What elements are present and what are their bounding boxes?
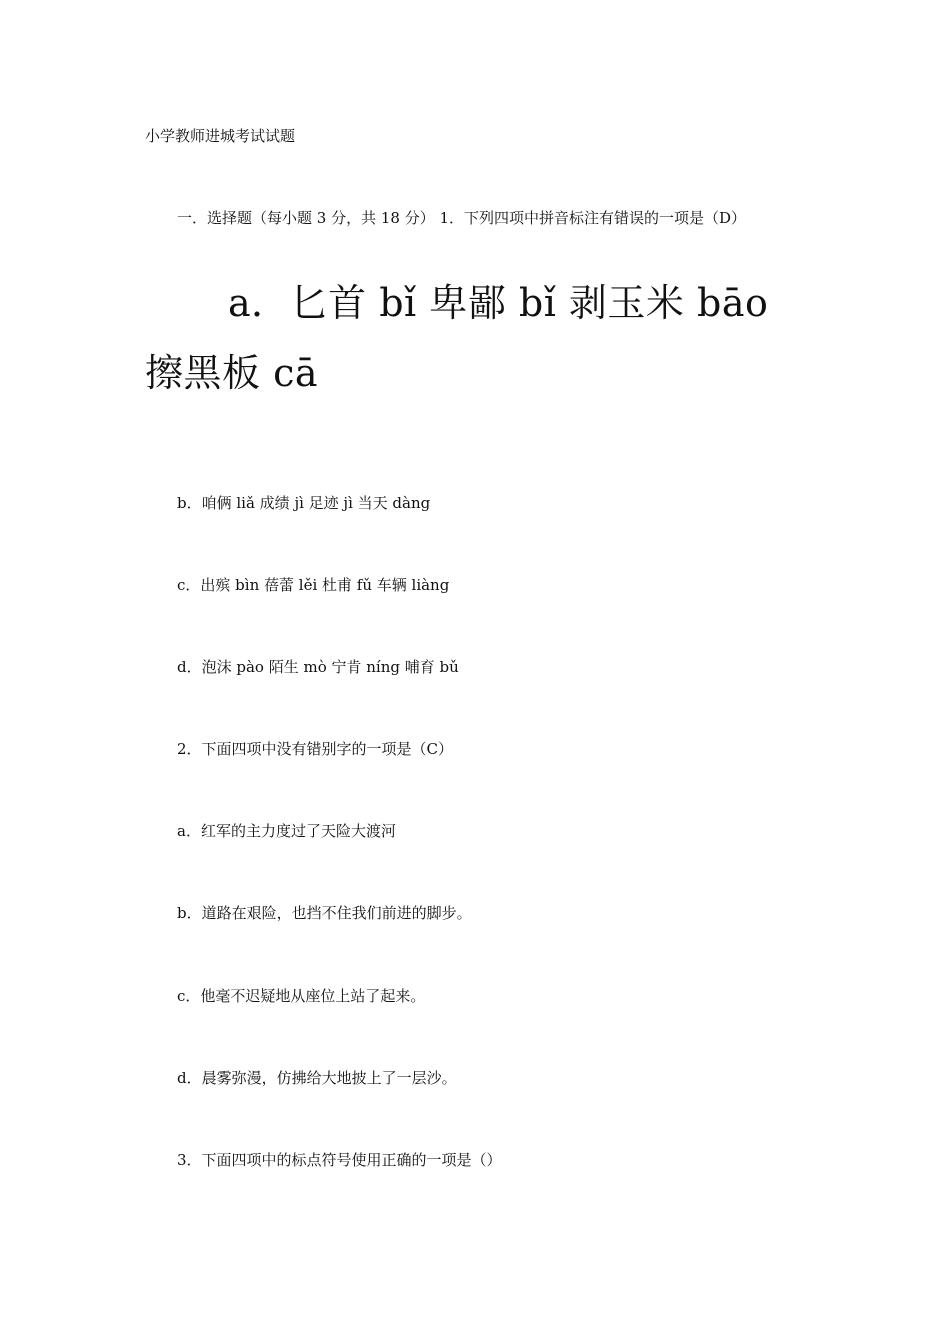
q2-option-b: b．道路在艰险，也挡不住我们前进的脚步。 [177,904,472,922]
section1-question1: 一．选择题（每小题 3 分，共 18 分） 1．下列四项中拼音标注有错误的一项是（D） [177,209,747,227]
q1-option-a-line2: 擦黑板 cā [145,351,319,395]
document-title: 小学教师进城考试试题 [145,127,296,145]
q2-option-d: d．晨雾弥漫，仿拂给大地披上了一层沙。 [177,1069,457,1087]
q1-option-b: b．咱俩 liǎ 成绩 jì 足迹 jì 当天 dàng [177,494,431,512]
q1-option-c: c．出殡 bìn 蓓蕾 lěi 杜甫 fǔ 车辆 liàng [177,576,450,594]
q1-option-d: d．泡沫 pào 陌生 mò 宁肯 níng 哺育 bǔ [177,658,459,676]
q2-option-a: a．红军的主力度过了天险大渡河 [177,822,396,840]
question-3: 3．下面四项中的标点符号使用正确的一项是（） [177,1151,502,1169]
q2-option-c: c．他毫不迟疑地从座位上站了起来。 [177,987,426,1005]
q1-option-a-line1: a．匕首 bǐ 卑鄙 bǐ 剥玉米 bāo [228,281,769,325]
question-2: 2．下面四项中没有错别字的一项是（C） [177,740,454,758]
